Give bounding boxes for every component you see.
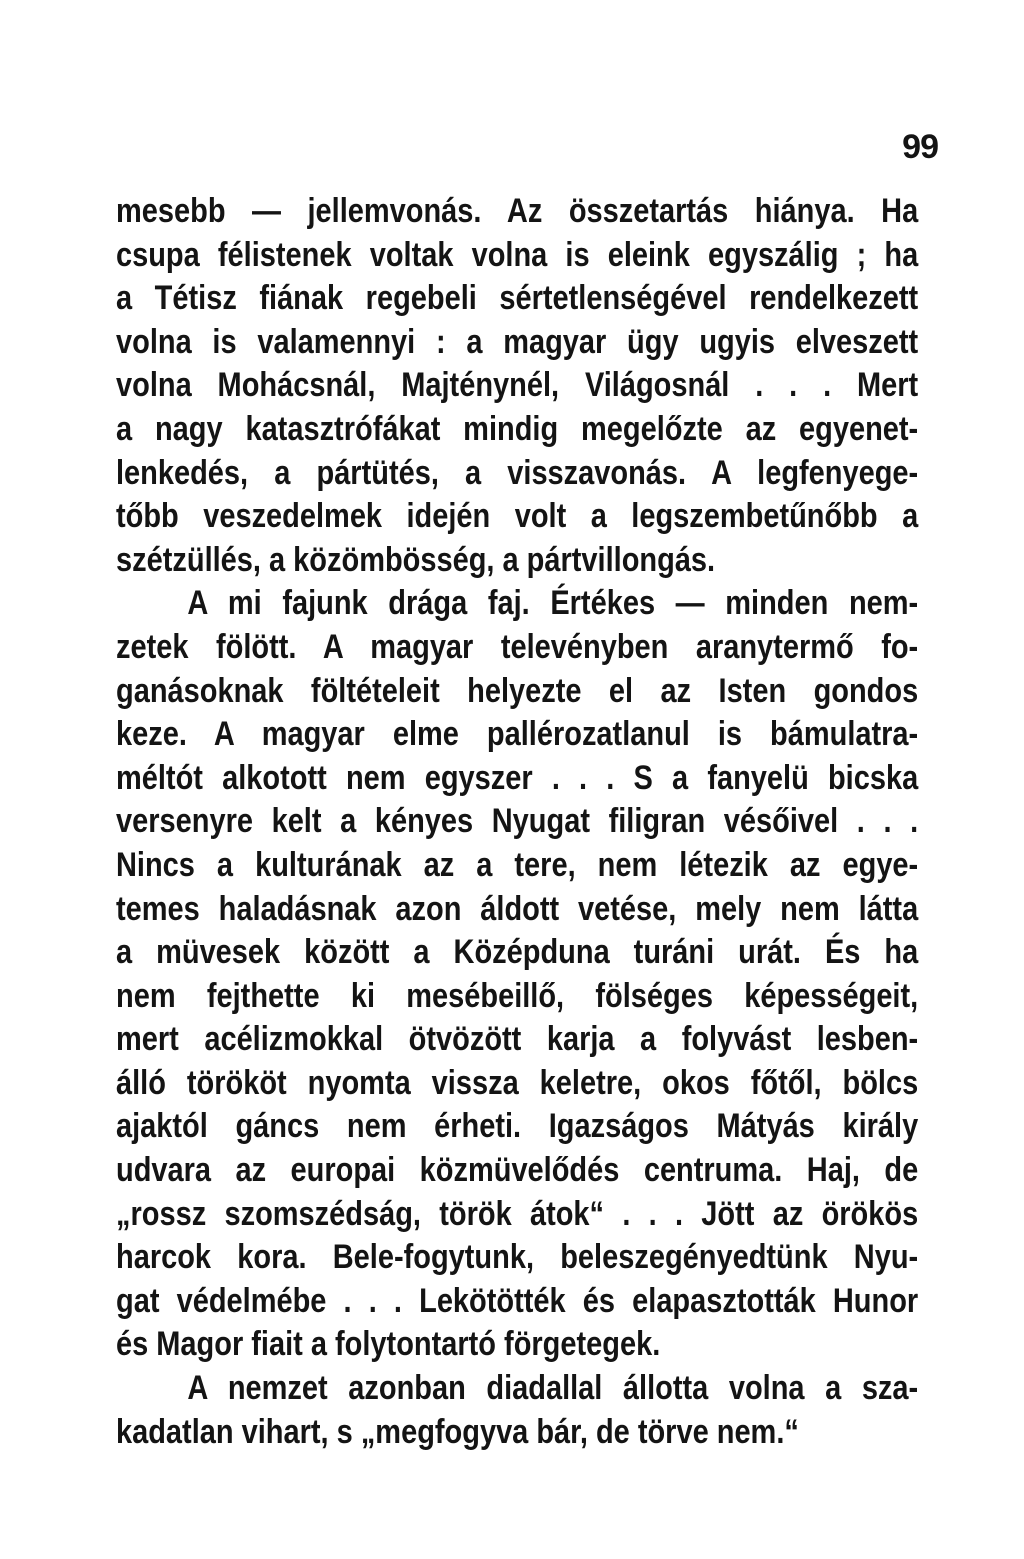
text-line: ajaktól gáncs nem érheti. Igazságos Mátyás király <box>116 1107 919 1146</box>
text-line: a müvesek között a Középduna turáni urát. És ha <box>116 933 919 972</box>
text-line: temes haladásnak azon áldott vetése, mely nem látta <box>116 889 919 928</box>
text-line: a nagy katasztrófákat mindig megelőzte az egyenet- <box>116 409 919 448</box>
text-line: A nemzet azonban diadallal állotta volna a sza- <box>187 1369 919 1408</box>
text-line: lenkedés, a pártütés, a visszavonás. A legfenyege- <box>116 453 919 492</box>
text-line: volna is valamennyi : a magyar ügy ugyis elveszett <box>116 322 919 361</box>
text-line: csupa félistenek voltak volna is eleink egyszálig ; ha <box>116 235 919 274</box>
text-line: mert acélizmokkal ötvözött karja a folyvást lesben- <box>116 1020 919 1059</box>
text-line: és Magor fiait a folytontartó förgetegek. <box>116 1325 661 1364</box>
text-line: A mi fajunk drága faj. Értékes — minden nem- <box>187 584 919 623</box>
text-line: keze. A magyar elme pallérozatlanul is bámulatra- <box>116 715 919 754</box>
text-line: „rossz szomszédság, török átok“ . . . Jött az örökös <box>116 1194 919 1233</box>
text-line: mesebb — jellemvonás. Az összetartás hiánya. Ha <box>116 192 919 230</box>
text-line: a Tétisz fiának regebeli sértetlenségével rendelkezett <box>116 279 919 318</box>
text-line: versenyre kelt a kényes Nyugat filigran vésőivel . . . <box>116 802 919 841</box>
text-line: méltót alkotott nem egyszer . . . S a fanyelü bicska <box>116 758 919 797</box>
text-line: udvara az europai közmüvelődés centruma. Haj, de <box>116 1151 919 1190</box>
text-line: tőbb veszedelmek idején volt a legszembetűnőbb a <box>116 497 919 536</box>
text-line: álló törököt nyomta vissza keletre, okos főtől, bölcs <box>116 1063 919 1102</box>
text-line: nem fejthette ki mesébeillő, fölséges képességeit, <box>116 976 919 1015</box>
page-number: 99 <box>902 128 938 166</box>
text-line: harcok kora. Bele-fogytunk, beleszegényedtünk Nyu- <box>116 1238 919 1277</box>
text-line: ganásoknak föltételeit helyezte el az Isten gondos <box>116 671 919 710</box>
text-line: volna Mohácsnál, Majténynél, Világosnál . . . Mert <box>116 366 919 405</box>
text-line: zetek fölött. A magyar televényben aranytermő fo- <box>116 627 919 666</box>
text-line: gat védelmébe . . . Lekötötték és elapasztották Hunor <box>116 1281 919 1320</box>
text-line: Nincs a kulturának az a tere, nem létezik az egye- <box>116 845 919 884</box>
text-line: kadatlan vihart, s „megfogyva bár, de törve nem.“ <box>116 1412 799 1451</box>
text-line: szétzüllés, a közömbösség, a pártvillongás. <box>116 540 716 579</box>
body-text <box>116 190 918 1454</box>
